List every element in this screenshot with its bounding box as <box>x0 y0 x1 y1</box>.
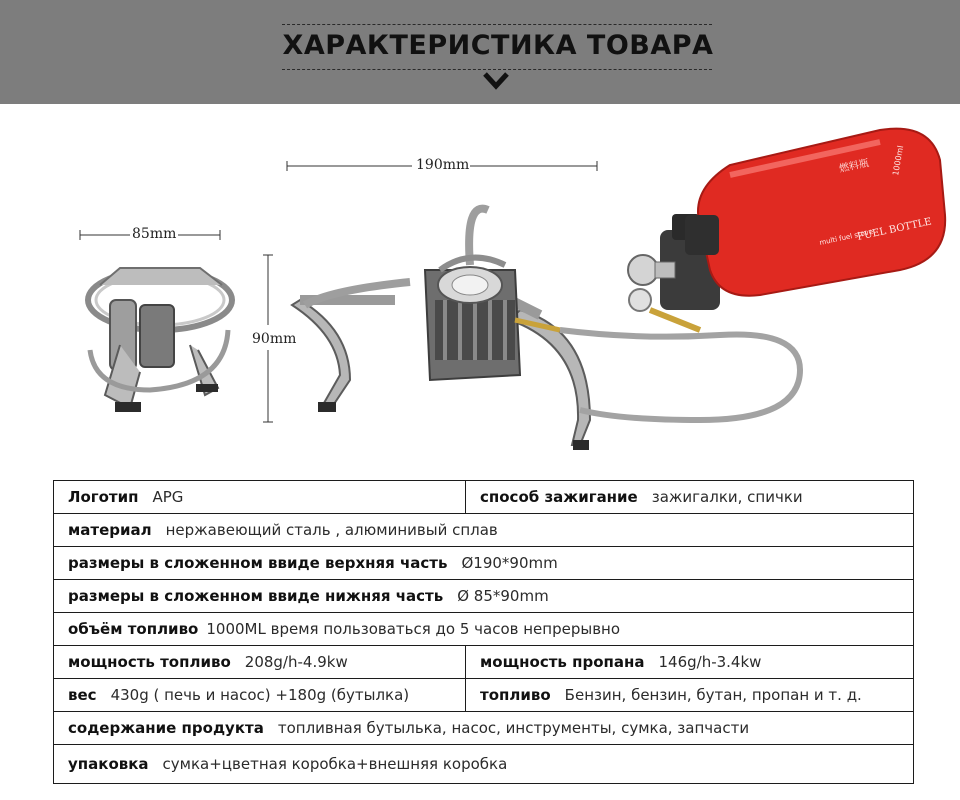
table-row <box>54 679 914 712</box>
bottle-label-volume: 1000ml <box>891 144 906 177</box>
table-row <box>54 646 914 679</box>
spec-cell-folded-top: размеры в сложенном ввиде верхняя часть Ø190*90mm <box>54 547 914 580</box>
table-row <box>54 514 914 547</box>
spec-cell-fuel-power: мощность топливо 208g/h-4.9kw <box>54 646 466 679</box>
spec-cell-material: материал нержавеющий сталь , алюминивый сплав <box>54 514 914 547</box>
spec-cell-folded-bottom: размеры в сложенном ввиде нижняя часть Ø 85*90mm <box>54 580 914 613</box>
fuel-bottle <box>685 129 945 296</box>
table-row <box>54 547 914 580</box>
spec-cell-ignition: способ зажигание зажигалки, спички <box>466 481 914 514</box>
fuel-hose <box>560 330 800 420</box>
dim-label-90: 90mm <box>252 331 297 347</box>
open-stove <box>292 209 590 450</box>
spec-cell-contents: содержание продукта топливная бутылька, насос, инструменты, сумка, запчасти <box>54 712 914 745</box>
product-image <box>0 104 960 474</box>
dim-label-190: 190mm <box>416 157 470 173</box>
spec-cell-package: упаковка сумка+цветная коробка+внешняя коробка <box>54 745 914 784</box>
spec-table <box>53 480 914 784</box>
bottle-label-en: FUEL BOTTLE <box>856 216 933 243</box>
header-banner <box>0 0 960 104</box>
spec-cell-logo: Логотип APG <box>54 481 466 514</box>
dim-label-85: 85mm <box>132 226 177 242</box>
bottle-label-cn: 燃料瓶 <box>838 157 870 175</box>
table-row <box>54 745 914 784</box>
spec-cell-fuel-volume: объём топливо 1000ML время пользоваться до 5 часов непрерывно <box>54 613 914 646</box>
header-divider-top <box>282 24 712 25</box>
table-row <box>54 613 914 646</box>
spec-cell-fuel: топливо Бензин, бензин, бутан, пропан и т. д. <box>466 679 914 712</box>
bottle-label-small: multi fuel stove <box>818 227 874 247</box>
chevron-down-icon <box>482 70 510 94</box>
spec-cell-propane-power: мощность пропана 146g/h-3.4kw <box>466 646 914 679</box>
table-row <box>54 712 914 745</box>
folded-stove <box>88 268 232 412</box>
page-title: ХАРАКТЕРИСТИКА ТОВАРА <box>282 30 714 61</box>
table-row <box>54 580 914 613</box>
table-row <box>54 481 914 514</box>
spec-cell-weight: вес 430g ( печь и насос) +180g (бутылка) <box>54 679 466 712</box>
